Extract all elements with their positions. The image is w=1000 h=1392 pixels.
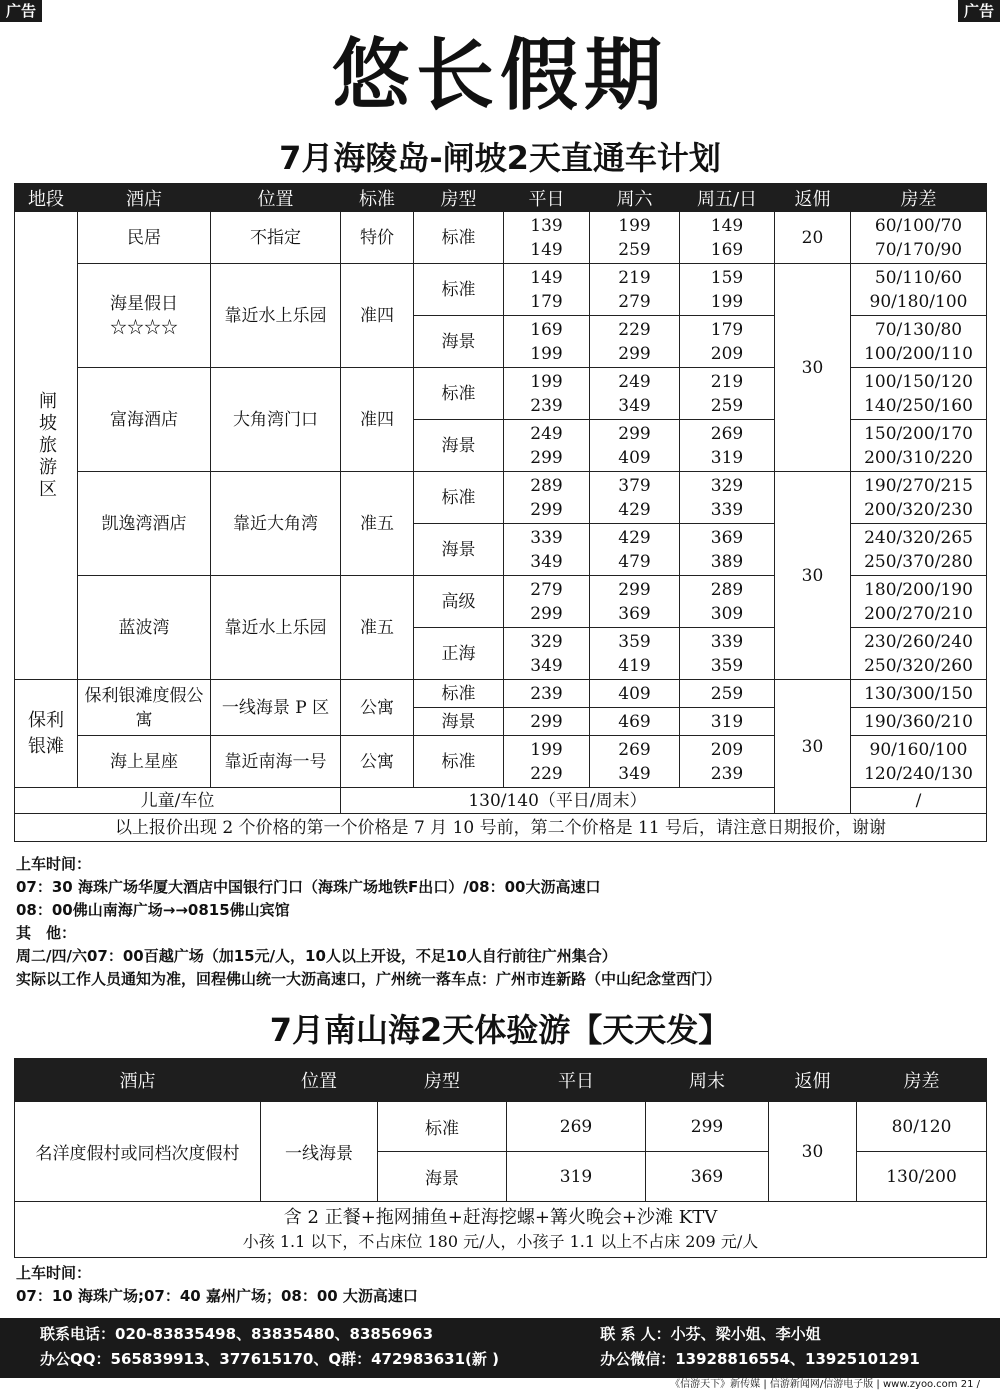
hotel-cell: 海星假日☆☆☆☆: [78, 264, 211, 368]
sat-cell: 249 349: [590, 368, 680, 420]
frisun-cell: 339 359: [680, 628, 775, 680]
note-row: [15, 814, 987, 842]
frisun-cell: 159 199: [680, 264, 775, 316]
room-cell: 海景: [414, 420, 504, 472]
sat-cell: 199 259: [590, 212, 680, 264]
location-cell: 靠近水上乐园: [211, 576, 341, 680]
table-row: [15, 472, 987, 524]
kids-price: 130/140（平日/周末）: [341, 788, 775, 814]
table-header-row: [15, 184, 987, 212]
table-row: [15, 212, 987, 264]
boarding-info-2: [16, 1262, 418, 1308]
includes-row: [15, 1202, 987, 1258]
diff-cell: 190/360/210: [851, 708, 987, 736]
location-cell: 不指定: [211, 212, 341, 264]
room-cell: 标准: [414, 368, 504, 420]
header-cell: 标准: [341, 184, 414, 212]
header-cell: 房差: [857, 1059, 987, 1102]
contact-phone: 联系电话：020-83835498、83835480、83856963: [40, 1325, 434, 1343]
boarding-info-1: [16, 853, 721, 991]
hotel-cell: 名洋度假村或同档次度假村: [15, 1102, 261, 1202]
hotel-cell: 凯逸湾酒店: [78, 472, 211, 576]
contact-qq: 办公QQ：565839913、377615170、Q群：472983631(新 ): [40, 1350, 499, 1368]
room-cell: 标准: [414, 680, 504, 708]
sat-cell: 219 279: [590, 264, 680, 316]
hotel-cell: 富海酒店: [78, 368, 211, 472]
room-cell: 正海: [414, 628, 504, 680]
frisun-cell: 179 209: [680, 316, 775, 368]
location-cell: 大角湾门口: [211, 368, 341, 472]
header-cell: 房型: [378, 1059, 507, 1102]
nanshanhai-price-table: [14, 1058, 987, 1258]
diff-cell: 150/200/170 200/310/220: [851, 420, 987, 472]
kids-label: 儿童/车位: [15, 788, 341, 814]
section1-title: 7月海陵岛-闸坡2天直通车计划: [279, 139, 721, 177]
room-cell: 海景: [414, 524, 504, 576]
header-cell: 周五/日: [680, 184, 775, 212]
weekday-cell: 339 349: [504, 524, 590, 576]
room-cell: 标准: [378, 1102, 507, 1152]
zhapo-price-table: [14, 183, 987, 842]
header-cell: 酒店: [78, 184, 211, 212]
diff-cell: 190/270/215 200/320/230: [851, 472, 987, 524]
weekday-cell: 269: [507, 1102, 646, 1152]
header-cell: 房差: [851, 184, 987, 212]
table-header-row: [15, 1059, 987, 1102]
header-cell: 酒店: [15, 1059, 261, 1102]
kids-diff: /: [851, 788, 987, 814]
header-cell: 地段: [15, 184, 78, 212]
weekday-cell: 289 299: [504, 472, 590, 524]
commission-cell: 30: [775, 680, 851, 814]
hotel-cell: 蓝波湾: [78, 576, 211, 680]
weekday-cell: 279 299: [504, 576, 590, 628]
info-line: 周二/四/六07：00百越广场（加15元/人，10人以上开设，不足10人自行前往广州集合）: [16, 947, 617, 965]
diff-cell: 50/110/60 90/180/100: [851, 264, 987, 316]
includes-text: 含 2 正餐+拖网捕鱼+赶海挖螺+篝火晚会+沙滩 KTV: [283, 1206, 718, 1228]
frisun-cell: 289 309: [680, 576, 775, 628]
diff-cell: 80/120: [857, 1102, 987, 1152]
diff-cell: 70/130/80 100/200/110: [851, 316, 987, 368]
header-cell: 房型: [414, 184, 504, 212]
room-cell: 标准: [414, 264, 504, 316]
info-line: 实际以工作人员通知为准，回程佛山统一大沥高速口，广州统一落车点：广州市连新路（中山纪念堂西门）: [16, 970, 722, 988]
frisun-cell: 209 239: [680, 736, 775, 788]
location-cell: 一线海景: [261, 1102, 378, 1202]
header-cell: 返佣: [769, 1059, 857, 1102]
area-cell: 闸坡旅游区: [15, 212, 78, 680]
diff-cell: 90/160/100 120/240/130: [851, 736, 987, 788]
hotel-cell: 保利银滩度假公寓: [78, 680, 211, 736]
room-cell: 高级: [414, 576, 504, 628]
weekday-cell: 169 199: [504, 316, 590, 368]
header-cell: 周末: [646, 1059, 769, 1102]
commission-cell: 30: [775, 472, 851, 680]
standard-cell: 准四: [341, 264, 414, 368]
weekday-cell: 329 349: [504, 628, 590, 680]
frisun-cell: 269 319: [680, 420, 775, 472]
weekday-cell: 239: [504, 680, 590, 708]
room-cell: 海景: [378, 1152, 507, 1202]
diff-cell: 240/320/265 250/370/280: [851, 524, 987, 576]
frisun-cell: 149 169: [680, 212, 775, 264]
kids-text: 小孩 1.1 以下，不占床位 180 元/人，小孩子 1.1 以上不占床 209 元/人: [242, 1231, 759, 1251]
diff-cell: 130/200: [857, 1152, 987, 1202]
commission-cell: 30: [775, 264, 851, 472]
contact-person: 联 系 人：小芬、梁小姐、李小姐: [600, 1325, 821, 1343]
contact-bar: [0, 1318, 1000, 1378]
location-cell: 靠近南海一号: [211, 736, 341, 788]
weekday-cell: 299: [504, 708, 590, 736]
frisun-cell: 259: [680, 680, 775, 708]
location-cell: 靠近水上乐园: [211, 264, 341, 368]
price-note: 以上报价出现 2 个价格的第一个价格是 7 月 10 号前，第二个价格是 11 号后，请注意日期报价，谢谢: [15, 814, 987, 842]
hotel-cell: 民居: [78, 212, 211, 264]
room-cell: 标准: [414, 736, 504, 788]
diff-cell: 60/100/70 70/170/90: [851, 212, 987, 264]
weekday-cell: 149 179: [504, 264, 590, 316]
standard-cell: 准五: [341, 472, 414, 576]
sat-cell: 429 479: [590, 524, 680, 576]
frisun-cell: 319: [680, 708, 775, 736]
room-cell: 海景: [414, 316, 504, 368]
main-title: 悠长假期: [331, 31, 668, 121]
diff-cell: 100/150/120 140/250/160: [851, 368, 987, 420]
info-line: 上车时间：: [16, 855, 92, 873]
contact-row: [40, 1322, 1000, 1347]
header-cell: 平日: [504, 184, 590, 212]
weekday-cell: 199 229: [504, 736, 590, 788]
info-line: 其 他：: [16, 924, 77, 942]
weekend-cell: 369: [646, 1152, 769, 1202]
table-row: [15, 264, 987, 316]
page-footer: 《信游天下》新传媒 | 信游新闻网/信游电子版 | www.zyoo.com 21 /: [670, 1379, 980, 1390]
weekend-cell: 299: [646, 1102, 769, 1152]
location-cell: 一线海景 P 区: [211, 680, 341, 736]
frisun-cell: 219 259: [680, 368, 775, 420]
info-line: 07：30 海珠广场华厦大酒店中国银行门口（海珠广场地铁F出口）/08：00大沥高速口: [16, 878, 601, 896]
frisun-cell: 369 389: [680, 524, 775, 576]
area-cell: 保利银滩: [15, 680, 78, 788]
standard-cell: 公寓: [341, 736, 414, 788]
room-cell: 海景: [414, 708, 504, 736]
standard-cell: 公寓: [341, 680, 414, 736]
info-line: 07：10 海珠广场;07：40 嘉州广场；08：00 大沥高速口: [16, 1287, 418, 1305]
standard-cell: 特价: [341, 212, 414, 264]
header-cell: 位置: [211, 184, 341, 212]
sat-cell: 229 299: [590, 316, 680, 368]
header-cell: 返佣: [775, 184, 851, 212]
header-cell: 周六: [590, 184, 680, 212]
contact-row: [40, 1347, 1000, 1372]
sat-cell: 269 349: [590, 736, 680, 788]
sat-cell: 469: [590, 708, 680, 736]
commission-cell: 30: [769, 1102, 857, 1202]
weekday-cell: 199 239: [504, 368, 590, 420]
table-row: [15, 680, 987, 708]
header-cell: 平日: [507, 1059, 646, 1102]
room-cell: 标准: [414, 212, 504, 264]
commission-cell: 20: [775, 212, 851, 264]
sat-cell: 299 409: [590, 420, 680, 472]
location-cell: 靠近大角湾: [211, 472, 341, 576]
standard-cell: 准五: [341, 576, 414, 680]
table-row: [15, 1102, 987, 1152]
weekday-cell: 139 149: [504, 212, 590, 264]
hotel-cell: 海上星座: [78, 736, 211, 788]
sat-cell: 379 429: [590, 472, 680, 524]
header-cell: 位置: [261, 1059, 378, 1102]
ad-tag-left: 广告: [0, 0, 42, 22]
frisun-cell: 329 339: [680, 472, 775, 524]
section2-title: 7月南山海2天体验游【天天发】: [269, 1011, 731, 1049]
sat-cell: 409: [590, 680, 680, 708]
info-line: 上车时间：: [16, 1264, 92, 1282]
room-cell: 标准: [414, 472, 504, 524]
weekday-cell: 249 299: [504, 420, 590, 472]
sat-cell: 359 419: [590, 628, 680, 680]
contact-wechat: 办公微信：13928816554、13925101291: [600, 1350, 920, 1368]
diff-cell: 230/260/240 250/320/260: [851, 628, 987, 680]
standard-cell: 准四: [341, 368, 414, 472]
info-line: 08：00佛山南海广场→→0815佛山宾馆: [16, 901, 290, 919]
sat-cell: 299 369: [590, 576, 680, 628]
diff-cell: 180/200/190 200/270/210: [851, 576, 987, 628]
ad-tag-right: 广告: [958, 0, 1000, 22]
includes-cell: [15, 1202, 987, 1258]
diff-cell: 130/300/150: [851, 680, 987, 708]
weekday-cell: 319: [507, 1152, 646, 1202]
